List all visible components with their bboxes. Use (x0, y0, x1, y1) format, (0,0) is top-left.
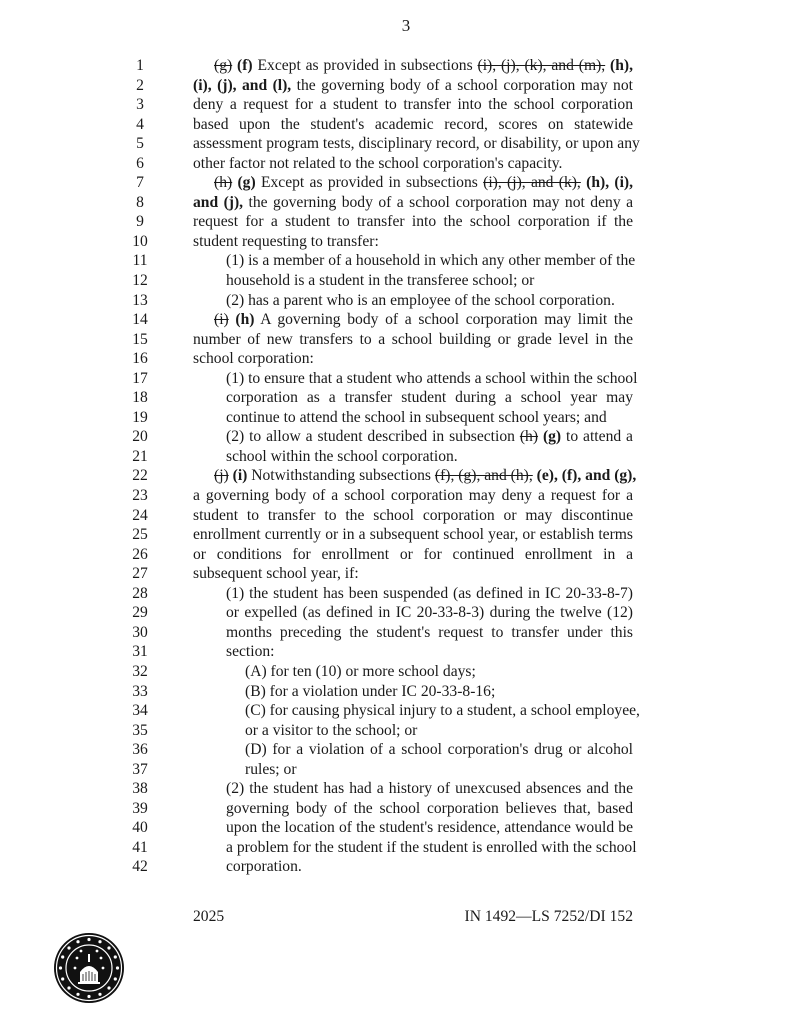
document-line (0, 740, 812, 760)
text-segment: the governing body of a school corporation may not deny a (243, 193, 633, 211)
line-text (193, 545, 633, 565)
document-line (0, 662, 812, 682)
document-line (0, 506, 812, 526)
text-segment: student requesting to transfer: (193, 232, 379, 250)
text-segment: enrollment currently or in a subsequent school year, or establish terms (193, 526, 633, 544)
text-segment: (2) has a parent who is an employee of the school corporation. (226, 291, 615, 309)
line-number: 39 (132, 799, 148, 817)
text-segment: (B) for a violation under IC 20-33-8-16; (245, 682, 496, 700)
line-text (226, 584, 633, 604)
line-number: 29 (132, 604, 148, 622)
document-line (0, 291, 812, 311)
document-line (0, 682, 812, 702)
line-text (193, 154, 633, 174)
text-segment: corporation as a transfer student during a school year may (226, 389, 633, 407)
text-segment: number of new transfers to a school building or grade level in the (193, 330, 633, 348)
line-text (245, 740, 633, 760)
text-segment: section: (226, 643, 275, 661)
deleted-text: (f), (g), and (h), (434, 467, 533, 485)
text-segment: (2) to allow a student described in subsection (226, 428, 520, 446)
text-segment: a governing body of a school corporation may deny a request for a (193, 487, 633, 505)
line-text (226, 427, 633, 447)
line-text (214, 466, 637, 486)
footer-bill-id: IN 1492—LS 7252/DI 152 (464, 908, 633, 925)
page-number: 3 (401, 16, 411, 35)
line-text (226, 818, 633, 838)
document-line (0, 173, 812, 193)
inserted-text: (i), (j), and (l), (193, 76, 292, 94)
document-line (0, 369, 812, 389)
line-text (193, 232, 633, 252)
line-number: 1 (136, 57, 144, 74)
inserted-text: and (j), (193, 193, 244, 211)
line-number: 32 (132, 662, 148, 680)
document-line (0, 56, 812, 76)
line-text (193, 486, 633, 506)
document-line (0, 349, 812, 369)
text-segment: (1) to ensure that a student who attends a school within the school (226, 369, 638, 387)
line-number: 13 (132, 291, 148, 309)
line-number: 30 (132, 623, 148, 641)
text-segment: (2) the student has had a history of unexcused absences and the (226, 780, 633, 798)
line-number: 17 (132, 369, 148, 387)
line-text (226, 291, 633, 311)
line-number: 27 (132, 565, 148, 583)
line-text (226, 857, 633, 877)
document-line (0, 603, 812, 623)
text-segment: to attend a (561, 428, 633, 446)
line-number: 25 (132, 526, 148, 544)
document-line (0, 271, 812, 291)
text-segment: or a visitor to the school; or (245, 721, 418, 739)
line-text (226, 251, 636, 271)
text-segment: continue to attend the school in subsequent school years; and (226, 408, 607, 426)
line-number: 5 (136, 135, 144, 153)
line-number: 21 (132, 447, 148, 465)
line-text (193, 506, 633, 526)
line-text (245, 682, 633, 702)
text-segment: household is a student in the transferee school; or (226, 272, 535, 290)
line-text (226, 779, 633, 799)
line-text (193, 330, 633, 350)
line-text (193, 212, 633, 232)
document-line (0, 212, 812, 232)
document-line (0, 310, 812, 330)
line-text (193, 95, 633, 115)
line-text (245, 760, 633, 780)
document-line (0, 330, 812, 350)
text-segment: request for a student to transfer into the school corporation if the (193, 213, 633, 231)
line-text (226, 369, 638, 389)
line-text (193, 193, 633, 213)
document-line (0, 818, 812, 838)
inserted-text: (h), (i), (586, 174, 634, 192)
line-number: 8 (136, 193, 144, 211)
document-line (0, 779, 812, 799)
line-number: 12 (132, 272, 148, 290)
document-line (0, 466, 812, 486)
line-number: 3 (136, 96, 144, 114)
document-line (0, 232, 812, 252)
line-number: 9 (136, 213, 144, 231)
state-seal-icon (53, 932, 125, 1004)
inserted-text: (f) (237, 57, 253, 74)
text-segment: Except as provided in subsections (255, 174, 484, 192)
document-line (0, 115, 812, 135)
deleted-text: (i) (214, 311, 229, 329)
line-text (226, 838, 637, 858)
line-number: 20 (132, 428, 148, 446)
inserted-text: (h), (610, 57, 633, 74)
text-segment: school corporation: (193, 350, 314, 368)
line-text (245, 662, 633, 682)
text-segment: the governing body of a school corporation may not (291, 76, 633, 94)
document-line (0, 545, 812, 565)
line-text (193, 115, 633, 135)
text-segment: upon the location of the student's residence, attendance would be (226, 819, 633, 837)
document-line (0, 857, 812, 877)
line-text (214, 310, 633, 330)
line-text (226, 603, 633, 623)
line-text (214, 56, 633, 76)
document-line (0, 701, 812, 721)
line-text (245, 701, 640, 721)
line-text (214, 173, 633, 193)
deleted-text: (i), (j), and (k), (483, 174, 581, 192)
text-segment: school within the school corporation. (226, 447, 458, 465)
document-line (0, 251, 812, 271)
document-line (0, 408, 812, 428)
inserted-text: (e), (f), and (g), (536, 467, 637, 485)
deleted-text: (g) (214, 57, 233, 74)
line-number: 22 (132, 467, 148, 485)
line-text (193, 76, 633, 96)
document-line (0, 193, 812, 213)
text-segment: assessment program tests, disciplinary record, or disability, or upon any (193, 135, 640, 153)
line-text (226, 642, 633, 662)
line-text (226, 271, 633, 291)
document-line (0, 721, 812, 741)
line-text (226, 447, 633, 467)
document-line (0, 642, 812, 662)
line-text (226, 408, 633, 428)
text-segment: subsequent school year, if: (193, 565, 359, 583)
line-text (226, 623, 633, 643)
document-line (0, 134, 812, 154)
line-number: 41 (132, 838, 148, 856)
document-line (0, 447, 812, 467)
line-number: 31 (132, 643, 148, 661)
line-number: 10 (132, 232, 148, 250)
line-number: 18 (132, 389, 148, 407)
deleted-text: (j) (214, 467, 229, 485)
line-number: 11 (132, 252, 148, 270)
line-number: 23 (132, 487, 148, 505)
line-number: 24 (132, 506, 148, 524)
document-line (0, 838, 812, 858)
document-line (0, 427, 812, 447)
line-number: 34 (132, 702, 148, 720)
document-line (0, 154, 812, 174)
line-number: 14 (132, 311, 148, 329)
line-number: 7 (136, 174, 144, 192)
text-segment: (1) is a member of a household in which any other member of the (226, 252, 636, 270)
inserted-text: (g) (237, 174, 256, 192)
document-line (0, 623, 812, 643)
text-segment: A governing body of a school corporation may limit the (254, 311, 633, 329)
document-line (0, 584, 812, 604)
text-segment: (1) the student has been suspended (as defined in IC 20-33-8-7) (226, 584, 633, 602)
text-segment: rules; or (245, 760, 297, 778)
line-number: 26 (132, 545, 148, 563)
line-number: 37 (132, 760, 148, 778)
line-text (193, 349, 633, 369)
line-text (193, 525, 633, 545)
document-line (0, 388, 812, 408)
text-segment: or conditions for enrollment or for continued enrollment in a (193, 545, 633, 563)
text-segment: (D) for a violation of a school corporation's drug or alcohol (245, 741, 633, 759)
line-number: 2 (136, 76, 144, 94)
document-line (0, 76, 812, 96)
line-number: 19 (132, 408, 148, 426)
document-line (0, 564, 812, 584)
text-segment: corporation. (226, 858, 302, 876)
document-line (0, 799, 812, 819)
line-number: 16 (132, 350, 148, 368)
deleted-text: (h) (519, 428, 539, 446)
deleted-text: (i), (j), (k), and (m), (477, 57, 606, 74)
document-line (0, 486, 812, 506)
text-segment: (C) for causing physical injury to a student, a school employee, (245, 702, 640, 720)
line-number: 42 (132, 858, 148, 876)
line-text (245, 721, 633, 741)
text-segment: other factor not related to the school corporation's capacity. (193, 154, 563, 172)
document-line (0, 760, 812, 780)
line-number: 40 (132, 819, 148, 837)
line-text (226, 799, 633, 819)
text-segment: deny a request for a student to transfer into the school corporation (193, 96, 633, 114)
line-number: 28 (132, 584, 148, 602)
inserted-text: (g) (542, 428, 562, 446)
text-segment: (A) for ten (10) or more school days; (245, 662, 476, 680)
line-number: 33 (132, 682, 148, 700)
text-segment: or expelled (as defined in IC 20-33-8-3) during the twelve (12) (226, 604, 633, 622)
document-body (0, 56, 812, 877)
line-number: 38 (132, 780, 148, 798)
text-segment: Except as provided in subsections (252, 57, 478, 74)
document-line (0, 95, 812, 115)
line-text (193, 564, 633, 584)
text-segment: student to transfer to the school corporation or may discontinue (193, 506, 633, 524)
line-number: 15 (132, 330, 148, 348)
line-number: 4 (136, 115, 144, 133)
line-text (226, 388, 633, 408)
line-number: 35 (132, 721, 148, 739)
text-segment: months preceding the student's request to transfer under this (226, 623, 633, 641)
text-segment: Notwithstanding subsections (247, 467, 435, 485)
inserted-text: (h) (235, 311, 255, 329)
line-text (193, 134, 640, 154)
footer-year: 2025 (193, 908, 225, 925)
text-segment: governing body of the school corporation believes that, based (226, 799, 633, 817)
deleted-text: (h) (214, 174, 233, 192)
line-number: 36 (132, 741, 148, 759)
document-line (0, 525, 812, 545)
text-segment: a problem for the student if the student is enrolled with the school (226, 838, 637, 856)
line-number: 6 (136, 154, 144, 172)
text-segment: based upon the student's academic record, scores on statewide (193, 115, 633, 133)
inserted-text: (i) (232, 467, 248, 485)
